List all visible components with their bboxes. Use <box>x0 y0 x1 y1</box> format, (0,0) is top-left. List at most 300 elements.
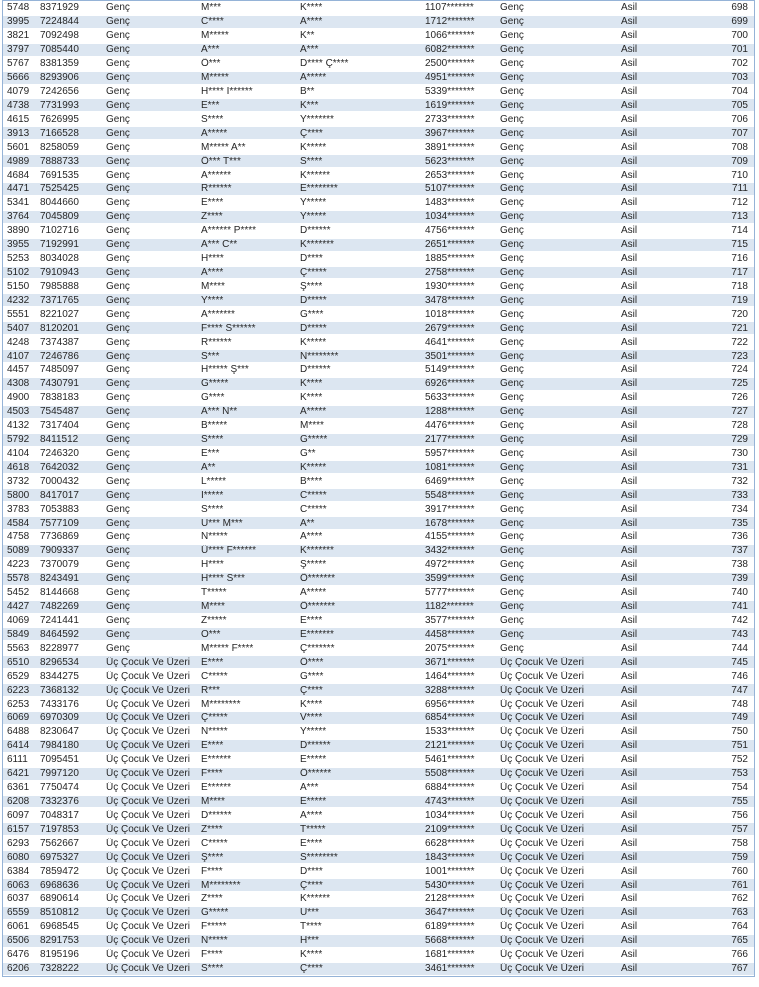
table-row <box>3 906 754 920</box>
cell-first-name-masked: E*** <box>201 447 220 459</box>
cell-first-name-masked: R****** <box>201 183 232 195</box>
cell-sequence-no: 764 <box>731 921 748 933</box>
cell-draw-id: 4584 <box>7 517 30 529</box>
cell-category-2: Genç <box>500 545 524 557</box>
cell-sequence-no: 737 <box>731 545 748 557</box>
table-row <box>3 962 754 976</box>
cell-category-2: Üç Çocuk Ve Üzeri <box>500 851 584 863</box>
cell-application-no: 7317404 <box>40 420 79 432</box>
cell-tc-no-masked: 1712******* <box>425 16 475 28</box>
cell-tc-no-masked: 5430******* <box>425 879 475 891</box>
cell-sequence-no: 709 <box>731 155 748 167</box>
cell-tc-no-masked: 3671******* <box>425 656 475 668</box>
cell-application-no: 7048317 <box>40 809 79 821</box>
cell-category: Genç <box>106 642 130 654</box>
cell-application-no: 8417017 <box>40 489 79 501</box>
cell-first-name-masked: Ç***** <box>201 712 228 724</box>
cell-tc-no-masked: 4641******* <box>425 336 475 348</box>
cell-category: Genç <box>106 239 130 251</box>
cell-surname-masked: U*** <box>300 907 319 919</box>
cell-surname-masked: A*** <box>300 44 319 56</box>
cell-list-type: Asil <box>621 837 638 849</box>
cell-sequence-no: 745 <box>731 656 748 668</box>
cell-draw-id: 3995 <box>7 16 30 28</box>
table-row <box>3 252 754 266</box>
cell-first-name-masked: R*** <box>201 684 220 696</box>
table-row <box>3 419 754 433</box>
cell-category-2: Genç <box>500 615 524 627</box>
cell-first-name-masked: R****** <box>201 336 232 348</box>
cell-application-no: 8371929 <box>40 2 79 14</box>
cell-list-type: Asil <box>621 225 638 237</box>
cell-sequence-no: 763 <box>731 907 748 919</box>
cell-sequence-no: 744 <box>731 642 748 654</box>
cell-sequence-no: 738 <box>731 559 748 571</box>
cell-surname-masked: A** <box>300 517 315 529</box>
cell-tc-no-masked: 3478******* <box>425 294 475 306</box>
cell-category-2: Genç <box>500 294 524 306</box>
cell-surname-masked: Y***** <box>300 726 327 738</box>
cell-tc-no-masked: 2075******* <box>425 642 475 654</box>
cell-sequence-no: 728 <box>731 420 748 432</box>
cell-application-no: 7192991 <box>40 239 79 251</box>
cell-first-name-masked: A*** C** <box>201 239 238 251</box>
cell-draw-id: 5407 <box>7 322 30 334</box>
cell-first-name-masked: F**** S****** <box>201 322 256 334</box>
cell-category: Üç Çocuk Ve Üzeri <box>106 949 190 961</box>
cell-list-type: Asil <box>621 183 638 195</box>
cell-list-type: Asil <box>621 740 638 752</box>
cell-draw-id: 5341 <box>7 197 30 209</box>
cell-first-name-masked: A***** <box>201 127 228 139</box>
cell-category: Üç Çocuk Ve Üzeri <box>106 837 190 849</box>
cell-draw-id: 6384 <box>7 865 30 877</box>
cell-application-no: 7368132 <box>40 684 79 696</box>
cell-list-type: Asil <box>621 72 638 84</box>
results-table <box>2 0 755 977</box>
cell-application-no: 6970309 <box>40 712 79 724</box>
cell-application-no: 8195196 <box>40 949 79 961</box>
cell-list-type: Asil <box>621 587 638 599</box>
cell-list-type: Asil <box>621 44 638 56</box>
cell-first-name-masked: M******** <box>201 879 241 891</box>
cell-sequence-no: 704 <box>731 85 748 97</box>
cell-tc-no-masked: 2500******* <box>425 58 475 70</box>
cell-surname-masked: Ç**** <box>300 684 323 696</box>
cell-surname-masked: D****** <box>300 740 331 752</box>
cell-category-2: Genç <box>500 85 524 97</box>
cell-sequence-no: 699 <box>731 16 748 28</box>
cell-application-no: 7888733 <box>40 155 79 167</box>
cell-surname-masked: Ö******* <box>300 573 336 585</box>
cell-tc-no-masked: 3577******* <box>425 615 475 627</box>
cell-surname-masked: A**** <box>300 809 323 821</box>
cell-tc-no-masked: 3891******* <box>425 141 475 153</box>
cell-sequence-no: 735 <box>731 517 748 529</box>
cell-application-no: 8230647 <box>40 726 79 738</box>
cell-surname-masked: Ç******* <box>300 642 335 654</box>
cell-tc-no-masked: 4458******* <box>425 628 475 640</box>
cell-category-2: Üç Çocuk Ve Üzeri <box>500 712 584 724</box>
table-row <box>3 753 754 767</box>
cell-application-no: 6968545 <box>40 921 79 933</box>
cell-draw-id: 6414 <box>7 740 30 752</box>
cell-application-no: 7691535 <box>40 169 79 181</box>
cell-category-2: Üç Çocuk Ve Üzeri <box>500 754 584 766</box>
cell-draw-id: 6529 <box>7 670 30 682</box>
cell-category: Genç <box>106 197 130 209</box>
cell-category-2: Üç Çocuk Ve Üzeri <box>500 879 584 891</box>
cell-draw-id: 3732 <box>7 475 30 487</box>
cell-surname-masked: K**** <box>300 392 323 404</box>
cell-sequence-no: 765 <box>731 935 748 947</box>
cell-list-type: Asil <box>621 392 638 404</box>
cell-first-name-masked: S**** <box>201 434 224 446</box>
table-row <box>3 655 754 669</box>
cell-draw-id: 4079 <box>7 85 30 97</box>
table-row <box>3 335 754 349</box>
cell-first-name-masked: Z**** <box>201 823 223 835</box>
cell-draw-id: 5150 <box>7 280 30 292</box>
cell-list-type: Asil <box>621 851 638 863</box>
cell-first-name-masked: F**** <box>201 768 223 780</box>
cell-first-name-masked: E**** <box>201 656 224 668</box>
cell-first-name-masked: E****** <box>201 782 232 794</box>
cell-application-no: 8243491 <box>40 573 79 585</box>
cell-category-2: Genç <box>500 197 524 209</box>
cell-draw-id: 3764 <box>7 211 30 223</box>
cell-surname-masked: H*** <box>300 935 319 947</box>
cell-first-name-masked: N***** <box>201 935 228 947</box>
cell-application-no: 7370079 <box>40 559 79 571</box>
cell-list-type: Asil <box>621 308 638 320</box>
cell-category-2: Genç <box>500 58 524 70</box>
cell-category-2: Genç <box>500 308 524 320</box>
table-row <box>3 600 754 614</box>
cell-draw-id: 5666 <box>7 72 30 84</box>
cell-category: Genç <box>106 16 130 28</box>
cell-draw-id: 6476 <box>7 949 30 961</box>
cell-application-no: 7328222 <box>40 963 79 975</box>
cell-sequence-no: 710 <box>731 169 748 181</box>
cell-application-no: 8293906 <box>40 72 79 84</box>
cell-category: Genç <box>106 406 130 418</box>
cell-tc-no-masked: 4155******* <box>425 531 475 543</box>
cell-list-type: Asil <box>621 280 638 292</box>
cell-first-name-masked: E****** <box>201 754 232 766</box>
cell-tc-no-masked: 3501******* <box>425 350 475 362</box>
cell-category-2: Genç <box>500 30 524 42</box>
cell-category: Genç <box>106 30 130 42</box>
cell-category-2: Üç Çocuk Ve Üzeri <box>500 782 584 794</box>
cell-category: Üç Çocuk Ve Üzeri <box>106 782 190 794</box>
cell-draw-id: 4503 <box>7 406 30 418</box>
cell-draw-id: 4471 <box>7 183 30 195</box>
cell-application-no: 7095451 <box>40 754 79 766</box>
cell-list-type: Asil <box>621 573 638 585</box>
table-row <box>3 57 754 71</box>
cell-draw-id: 4069 <box>7 615 30 627</box>
cell-application-no: 6890614 <box>40 893 79 905</box>
cell-surname-masked: K******* <box>300 239 334 251</box>
cell-sequence-no: 767 <box>731 963 748 975</box>
cell-category-2: Genç <box>500 628 524 640</box>
cell-category-2: Genç <box>500 211 524 223</box>
cell-surname-masked: K****** <box>300 169 331 181</box>
cell-category: Genç <box>106 85 130 97</box>
cell-surname-masked: Ç**** <box>300 879 323 891</box>
cell-list-type: Asil <box>621 447 638 459</box>
cell-tc-no-masked: 6469******* <box>425 475 475 487</box>
cell-sequence-no: 703 <box>731 72 748 84</box>
cell-sequence-no: 753 <box>731 768 748 780</box>
cell-list-type: Asil <box>621 517 638 529</box>
cell-application-no: 7731993 <box>40 99 79 111</box>
table-row <box>3 836 754 850</box>
table-row <box>3 447 754 461</box>
cell-category-2: Genç <box>500 2 524 14</box>
cell-application-no: 8221027 <box>40 308 79 320</box>
cell-category-2: Üç Çocuk Ve Üzeri <box>500 740 584 752</box>
cell-sequence-no: 734 <box>731 503 748 515</box>
cell-sequence-no: 722 <box>731 336 748 348</box>
cell-list-type: Asil <box>621 475 638 487</box>
cell-category-2: Genç <box>500 350 524 362</box>
cell-category: Üç Çocuk Ve Üzeri <box>106 963 190 975</box>
cell-list-type: Asil <box>621 141 638 153</box>
cell-list-type: Asil <box>621 99 638 111</box>
cell-category-2: Genç <box>500 183 524 195</box>
cell-sequence-no: 708 <box>731 141 748 153</box>
cell-category-2: Üç Çocuk Ve Üzeri <box>500 656 584 668</box>
table-row <box>3 781 754 795</box>
cell-application-no: 7433176 <box>40 698 79 710</box>
cell-draw-id: 6506 <box>7 935 30 947</box>
table-row <box>3 474 754 488</box>
cell-list-type: Asil <box>621 350 638 362</box>
cell-tc-no-masked: 1681******* <box>425 949 475 961</box>
cell-first-name-masked: M*** <box>201 2 222 14</box>
cell-surname-masked: A***** <box>300 406 327 418</box>
cell-tc-no-masked: 1034******* <box>425 809 475 821</box>
cell-draw-id: 6223 <box>7 684 30 696</box>
cell-tc-no-masked: 2128******* <box>425 893 475 905</box>
cell-category-2: Genç <box>500 461 524 473</box>
cell-surname-masked: Ş***** <box>300 559 327 571</box>
cell-list-type: Asil <box>621 155 638 167</box>
table-row <box>3 822 754 836</box>
cell-sequence-no: 747 <box>731 684 748 696</box>
cell-list-type: Asil <box>621 294 638 306</box>
cell-tc-no-masked: 1678******* <box>425 517 475 529</box>
cell-list-type: Asil <box>621 211 638 223</box>
cell-tc-no-masked: 6854******* <box>425 712 475 724</box>
table-row <box>3 516 754 530</box>
cell-application-no: 7053883 <box>40 503 79 515</box>
cell-category: Üç Çocuk Ve Üzeri <box>106 754 190 766</box>
cell-list-type: Asil <box>621 420 638 432</box>
table-row <box>3 558 754 572</box>
cell-sequence-no: 761 <box>731 879 748 891</box>
table-row <box>3 377 754 391</box>
cell-first-name-masked: A**** <box>201 266 224 278</box>
cell-category-2: Üç Çocuk Ve Üzeri <box>500 823 584 835</box>
cell-draw-id: 6293 <box>7 837 30 849</box>
cell-category-2: Genç <box>500 127 524 139</box>
cell-sequence-no: 726 <box>731 392 748 404</box>
cell-category-2: Üç Çocuk Ve Üzeri <box>500 768 584 780</box>
cell-surname-masked: K** <box>300 30 315 42</box>
table-row <box>3 488 754 502</box>
table-row <box>3 29 754 43</box>
cell-list-type: Asil <box>621 169 638 181</box>
cell-list-type: Asil <box>621 434 638 446</box>
cell-category: Genç <box>106 294 130 306</box>
cell-tc-no-masked: 4756******* <box>425 225 475 237</box>
cell-list-type: Asil <box>621 58 638 70</box>
cell-sequence-no: 751 <box>731 740 748 752</box>
table-row <box>3 683 754 697</box>
cell-surname-masked: K****** <box>300 893 331 905</box>
cell-surname-masked: G**** <box>300 670 324 682</box>
table-row <box>3 238 754 252</box>
table-row <box>3 725 754 739</box>
table-row <box>3 530 754 544</box>
cell-category: Üç Çocuk Ve Üzeri <box>106 893 190 905</box>
cell-surname-masked: D**** Ç**** <box>300 58 349 70</box>
cell-category: Genç <box>106 266 130 278</box>
cell-category-2: Genç <box>500 392 524 404</box>
cell-sequence-no: 756 <box>731 809 748 821</box>
cell-draw-id: 4457 <box>7 364 30 376</box>
cell-first-name-masked: F**** <box>201 865 223 877</box>
cell-draw-id: 4989 <box>7 155 30 167</box>
cell-tc-no-masked: 1288******* <box>425 406 475 418</box>
cell-category-2: Genç <box>500 44 524 56</box>
cell-category: Üç Çocuk Ve Üzeri <box>106 851 190 863</box>
cell-sequence-no: 701 <box>731 44 748 56</box>
cell-draw-id: 5563 <box>7 642 30 654</box>
cell-first-name-masked: Ş**** <box>201 851 224 863</box>
cell-tc-no-masked: 3967******* <box>425 127 475 139</box>
cell-list-type: Asil <box>621 266 638 278</box>
cell-sequence-no: 705 <box>731 99 748 111</box>
cell-first-name-masked: M**** <box>201 280 225 292</box>
cell-sequence-no: 759 <box>731 851 748 863</box>
cell-category: Üç Çocuk Ve Üzeri <box>106 656 190 668</box>
cell-category: Genç <box>106 559 130 571</box>
cell-first-name-masked: M**** <box>201 601 225 613</box>
cell-tc-no-masked: 3432******* <box>425 545 475 557</box>
cell-draw-id: 4223 <box>7 559 30 571</box>
cell-draw-id: 6111 <box>7 754 28 766</box>
table-row <box>3 697 754 711</box>
cell-category-2: Genç <box>500 378 524 390</box>
cell-tc-no-masked: 5548******* <box>425 489 475 501</box>
cell-surname-masked: K**** <box>300 378 323 390</box>
cell-surname-masked: A*** <box>300 782 319 794</box>
cell-draw-id: 4104 <box>7 447 30 459</box>
cell-first-name-masked: M***** F**** <box>201 642 254 654</box>
cell-draw-id: 6253 <box>7 698 30 710</box>
cell-draw-id: 6037 <box>7 893 30 905</box>
cell-draw-id: 4615 <box>7 113 30 125</box>
cell-draw-id: 5767 <box>7 58 30 70</box>
cell-sequence-no: 723 <box>731 350 748 362</box>
cell-category-2: Üç Çocuk Ve Üzeri <box>500 809 584 821</box>
cell-sequence-no: 713 <box>731 211 748 223</box>
cell-category: Genç <box>106 127 130 139</box>
cell-application-no: 7910943 <box>40 266 79 278</box>
cell-draw-id: 5452 <box>7 587 30 599</box>
cell-category: Genç <box>106 350 130 362</box>
cell-category-2: Üç Çocuk Ve Üzeri <box>500 935 584 947</box>
cell-draw-id: 4684 <box>7 169 30 181</box>
cell-first-name-masked: A******* <box>201 308 235 320</box>
cell-tc-no-masked: 5461******* <box>425 754 475 766</box>
cell-tc-no-masked: 1182******* <box>425 601 474 613</box>
cell-category: Üç Çocuk Ve Üzeri <box>106 684 190 696</box>
cell-sequence-no: 732 <box>731 475 748 487</box>
cell-category: Genç <box>106 517 130 529</box>
cell-sequence-no: 700 <box>731 30 748 42</box>
cell-category: Genç <box>106 169 130 181</box>
cell-sequence-no: 766 <box>731 949 748 961</box>
cell-tc-no-masked: 3599******* <box>425 573 475 585</box>
cell-application-no: 8411512 <box>40 434 79 446</box>
cell-category: Üç Çocuk Ve Üzeri <box>106 698 190 710</box>
cell-draw-id: 4427 <box>7 601 30 613</box>
cell-surname-masked: V**** <box>300 712 323 724</box>
cell-tc-no-masked: 2651******* <box>425 239 475 251</box>
cell-sequence-no: 711 <box>732 183 748 195</box>
cell-first-name-masked: E**** <box>201 740 224 752</box>
cell-surname-masked: E******* <box>300 628 334 640</box>
cell-first-name-masked: Z**** <box>201 211 223 223</box>
cell-first-name-masked: Z***** <box>201 615 227 627</box>
table-row <box>3 43 754 57</box>
table-row <box>3 140 754 154</box>
cell-draw-id: 4618 <box>7 461 30 473</box>
cell-category: Genç <box>106 434 130 446</box>
cell-first-name-masked: S*** <box>201 350 220 362</box>
cell-draw-id: 4900 <box>7 392 30 404</box>
cell-application-no: 7736869 <box>40 531 79 543</box>
cell-first-name-masked: A** <box>201 461 216 473</box>
cell-application-no: 7085440 <box>40 44 79 56</box>
cell-first-name-masked: C***** <box>201 670 228 682</box>
cell-surname-masked: K**** <box>300 698 323 710</box>
cell-sequence-no: 755 <box>731 796 748 807</box>
cell-first-name-masked: S**** <box>201 503 224 515</box>
cell-application-no: 8144668 <box>40 587 79 599</box>
cell-tc-no-masked: 1001******* <box>425 865 475 877</box>
cell-sequence-no: 749 <box>731 712 748 724</box>
cell-application-no: 7562667 <box>40 837 79 849</box>
cell-list-type: Asil <box>621 113 638 125</box>
cell-tc-no-masked: 4743******* <box>425 796 475 807</box>
cell-first-name-masked: F***** <box>201 921 227 933</box>
table-row <box>3 460 754 474</box>
cell-category-2: Genç <box>500 225 524 237</box>
cell-list-type: Asil <box>621 865 638 877</box>
cell-category-2: Üç Çocuk Ve Üzeri <box>500 796 584 807</box>
cell-category: Genç <box>106 447 130 459</box>
cell-sequence-no: 724 <box>731 364 748 376</box>
cell-draw-id: 4738 <box>7 99 30 111</box>
cell-surname-masked: T***** <box>300 823 326 835</box>
cell-list-type: Asil <box>621 2 638 14</box>
